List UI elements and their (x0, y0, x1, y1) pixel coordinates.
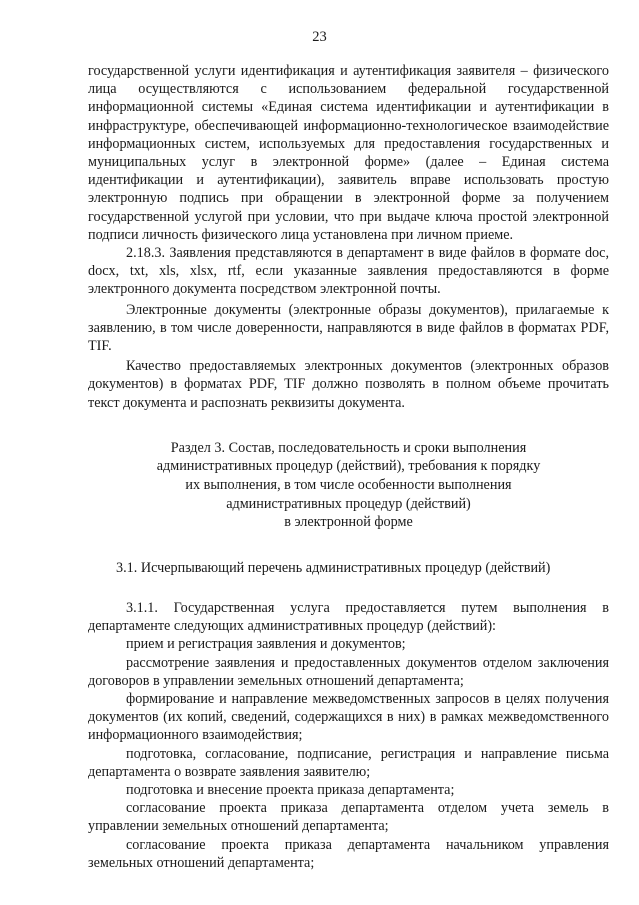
section-heading-line: Раздел 3. Состав, последовательность и сроки выполнения (170, 439, 527, 456)
list-item: согласование проекта приказа департамента начальником управления земельных отношений департамента; (88, 836, 609, 871)
paragraph-document-quality: Качество предоставляемых электронных документов (электронных образов документов) в форматах PDF, TIF должно позволять в полном объеме прочитать текст документа и распознать реквизиты документа. (88, 358, 609, 411)
list-item: прием и регистрация заявления и документов; (126, 636, 406, 653)
clause-3-1-1: 3.1.1. Государственная услуга предоставляется путем выполнения в департаменте следующих административных процедур (действий): (88, 600, 609, 635)
paragraph-electronic-documents: Электронные документы (электронные образы документов), прилагаемые к заявлению, в том числе доверенности, направляются в виде файлов в форматах PDF, TIF. (88, 301, 609, 355)
section-heading-line: административных процедур (действий), требования к порядку (156, 458, 541, 475)
paragraph-identification: государственной услуги идентификация и аутентификация заявителя – физического лица осуществляются с использованием федеральной государственной информационной системы «Единая система идентификации и аутентификации в инфраструктуре, обеспечивающей информационно-технологическое взаимодействие информационных систем, используемых для предоставления государственных и муниципальных услуг в электронной форме» (далее – Единая система идентификации и аутентификации), заявитель вправе использовать простую электронную подпись при обращении в электронной форме за получением государственной услугой при условии, что при выдаче ключа простой электронной подписи личность физического лица установлена при личном приеме. (88, 63, 609, 243)
list-item: рассмотрение заявления и предоставленных документов отделом заключения договоров в управлении земельных отношений департамента; (88, 654, 609, 689)
section-heading-line: в электронной форме (284, 514, 413, 531)
list-item: согласование проекта приказа департамента отделом учета земель в управлении земельных отношений департамента; (88, 800, 609, 835)
paragraph-2-18-3: 2.18.3. Заявления представляются в департамент в виде файлов в формате doc, docx, txt, xls, xlsx, rtf, если указанные заявления предоставляются в форме электронного документа посредством электронной почты. (88, 245, 609, 298)
list-item: формирование и направление межведомственных запросов в целях получения документов (их копий, сведений, содержащихся в них) в рамках межведомственного информационного взаимодействия; (88, 691, 609, 744)
subsection-3-1-heading: 3.1. Исчерпывающий перечень административных процедур (действий) (116, 559, 551, 576)
document-body (88, 62, 609, 872)
page-number: 23 (312, 29, 327, 45)
list-item: подготовка, согласование, подписание, регистрация и направление письма департамента о возврате заявления заявителю; (88, 745, 609, 780)
procedures-list (88, 635, 609, 872)
list-item: подготовка и внесение проекта приказа департамента; (126, 782, 455, 799)
section-heading-line: административных процедур (действий) (226, 495, 471, 512)
section-3-heading (88, 439, 609, 532)
section-heading-line: их выполнения, в том числе особенности выполнения (185, 477, 512, 494)
